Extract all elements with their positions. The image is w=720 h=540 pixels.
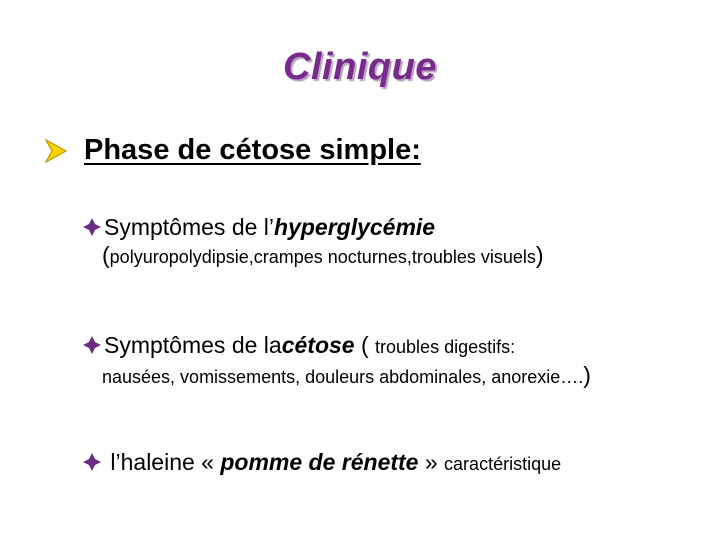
detail-text: polyuropolydipsie,crampes nocturnes,troubles visuels bbox=[109, 247, 536, 267]
section-heading bbox=[44, 134, 421, 167]
bullet-ketosis bbox=[82, 330, 692, 390]
paren-close: ) bbox=[535, 242, 544, 268]
slide-title: Clinique bbox=[283, 46, 437, 88]
heading-text: Phase de cétose simple: bbox=[84, 134, 421, 166]
bullet-hyperglycemia bbox=[82, 212, 692, 270]
bullet-emphasis: cétose bbox=[281, 332, 355, 358]
bullet-sep: ( bbox=[354, 332, 376, 358]
bullet-lead: Symptômes de la bbox=[104, 332, 282, 358]
diamond-icon bbox=[82, 217, 102, 237]
bullet-lead: l’haleine « bbox=[104, 449, 221, 475]
bullet-detail-start: troubles digestifs: bbox=[375, 337, 516, 357]
bullet-detail bbox=[102, 242, 692, 270]
paren-open: ( bbox=[102, 242, 110, 268]
bullet-tail: caractéristique bbox=[444, 454, 562, 474]
detail-text: nausées, vomissements, douleurs abdominales, anorexie…. bbox=[102, 367, 584, 387]
bullet-lead: Symptômes de l’ bbox=[104, 214, 275, 240]
diamond-icon bbox=[82, 452, 102, 472]
bullet-detail bbox=[102, 362, 692, 390]
bullet-breath bbox=[82, 447, 692, 479]
bullet-emphasis: pomme de rénette bbox=[220, 449, 419, 475]
paren-close: ) bbox=[583, 362, 591, 388]
arrow-icon bbox=[44, 138, 68, 164]
bullet-after: » bbox=[418, 449, 445, 475]
diamond-icon bbox=[82, 335, 102, 355]
bullet-emphasis: hyperglycémie bbox=[274, 214, 436, 240]
